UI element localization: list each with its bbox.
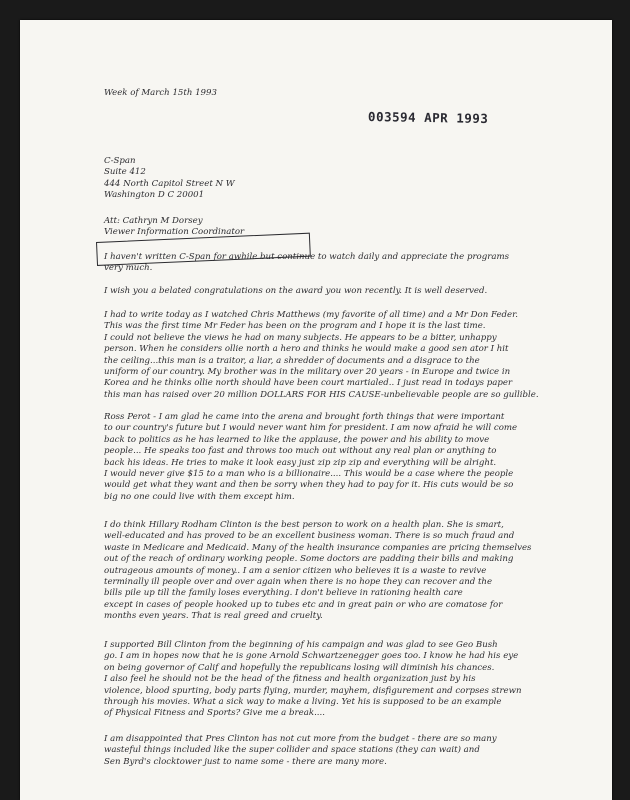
body-line: uniform of our country. My brother was in the military over 20 years - in Europe and twice in bbox=[104, 367, 511, 378]
letter-page bbox=[20, 20, 612, 800]
address-line: Washington D C 20001 bbox=[104, 190, 205, 201]
received-stamp: 003594 APR 1993 bbox=[367, 108, 489, 127]
body-line: I would never give $15 to a man who is a billionaire.... This would be a case where the people bbox=[104, 469, 514, 480]
address-line: Suite 412 bbox=[104, 167, 146, 178]
body-line: this man has raised over 20 million DOLLARS FOR HIS CAUSE-unbelievable people are so gullible. bbox=[104, 389, 539, 400]
body-line: on being governor of Calif and hopefully the republicans losing will diminish his chances. bbox=[104, 662, 495, 673]
attention-line: Viewer Information Coordinator bbox=[104, 227, 245, 238]
body-line: This was the first time Mr Feder has been on the program and I hope it is the last time. bbox=[104, 321, 486, 332]
body-line: I am disappointed that Pres Clinton has not cut more from the budget - there are so many bbox=[104, 734, 497, 744]
recipient-address bbox=[104, 156, 235, 202]
paragraph-1 bbox=[104, 252, 509, 275]
body-line: Ross Perot - I am glad he came into the arena and brought forth things that were important bbox=[104, 412, 505, 422]
address-line: C-Span bbox=[104, 156, 136, 166]
paragraph-4 bbox=[104, 412, 517, 503]
body-line: terminally ill people over and over again when there is no hope they can recover and the bbox=[104, 577, 493, 588]
body-line: back to politics as he has learned to like the applause, the power and his ability to move bbox=[104, 434, 490, 445]
body-line: well-educated and has proved to be an excellent business woman. There is so much fraud and bbox=[104, 531, 515, 542]
body-line: go. I am in hopes now that he is gone Arnold Schwartzenegger goes too. I know he had his eye bbox=[104, 651, 519, 662]
body-line: the ceiling...this man is a traitor, a liar, a shredder of documents and a disgrace to the bbox=[104, 355, 480, 366]
body-line: would get what they want and then be sorry when they had to pay for it. His cuts would be so bbox=[104, 480, 514, 491]
paragraph-2 bbox=[104, 286, 487, 297]
body-line: I supported Bill Clinton from the beginning of his campaign and was glad to see Geo Bush bbox=[104, 640, 498, 650]
body-line: through his movies. What a sick way to make a living. Yet his is supposed to be an example bbox=[104, 697, 502, 708]
body-line: Korea and he thinks ollie north should have been court martialed.. I just read in todays paper bbox=[104, 378, 513, 389]
body-line: waste in Medicare and Medicaid. Many of the health insurance companies are pricing themselves bbox=[104, 542, 532, 553]
body-line: out of the reach of ordinary working people. Some doctors are padding their bills and making bbox=[104, 554, 514, 565]
body-line: I had to write today as I watched Chris Matthews (my favorite of all time) and a Mr Don Feder. bbox=[104, 310, 519, 320]
body-line: back his ideas. He tries to make it look easy just zip zip zip and everything will be alright. bbox=[104, 457, 497, 468]
body-line: big no one could live with them except him. bbox=[104, 491, 295, 502]
body-line: bills pile up till the family loses everything. I don't believe in rationing health care bbox=[104, 588, 463, 599]
body-line: person. When he considers ollie north a hero and thinks he would make a good sen ator I hit bbox=[104, 344, 509, 355]
paragraph-3 bbox=[104, 310, 539, 401]
body-line: wasteful things included like the super collider and space stations (they can wait) and bbox=[104, 745, 480, 756]
attention-block bbox=[104, 216, 244, 239]
body-line: I also feel he should not be the head of the fitness and health organization just by his bbox=[104, 674, 476, 685]
body-line: violence, blood spurting, body parts flying, murder, mayhem, disfigurement and corpses strewn bbox=[104, 685, 522, 696]
body-line: to our country's future but I would never want him for president. I am now afraid he will come bbox=[104, 423, 518, 434]
body-line: except in cases of people hooked up to tubes etc and in great pain or who are comatose for bbox=[104, 599, 503, 610]
address-line: 444 North Capitol Street N W bbox=[104, 178, 235, 189]
body-line: outrageous amounts of money.. I am a senior citizen who believes it is a waste to revive bbox=[104, 565, 487, 576]
body-line: of Physical Fitness and Sports? Give me a break.... bbox=[104, 708, 325, 719]
body-line: very much. bbox=[104, 263, 153, 274]
body-line: I could not believe the views he had on many subjects. He appears to be a bitter, unhappy bbox=[104, 332, 497, 343]
paragraph-5 bbox=[104, 520, 531, 623]
body-line: I haven't written C-Span for awhile but continue to watch daily and appreciate the programs bbox=[104, 252, 510, 262]
body-line: I do think Hillary Rodham Clinton is the best person to work on a health plan. She is smart, bbox=[104, 520, 504, 530]
attention-line: Att: Cathryn M Dorsey bbox=[104, 216, 203, 226]
body-line: people... He speaks too fast and throws too much out without any real plan or anything to bbox=[104, 446, 497, 457]
paragraph-6 bbox=[104, 640, 522, 720]
paragraph-7 bbox=[104, 734, 497, 768]
body-line: Sen Byrd's clocktower just to name some - there are many more. bbox=[104, 756, 387, 767]
body-line: I wish you a belated congratulations on the award you won recently. It is well deserved. bbox=[104, 286, 488, 296]
body-line: months even years. That is real greed and cruelty. bbox=[104, 611, 323, 622]
date-line: Week of March 15th 1993 bbox=[104, 88, 217, 98]
